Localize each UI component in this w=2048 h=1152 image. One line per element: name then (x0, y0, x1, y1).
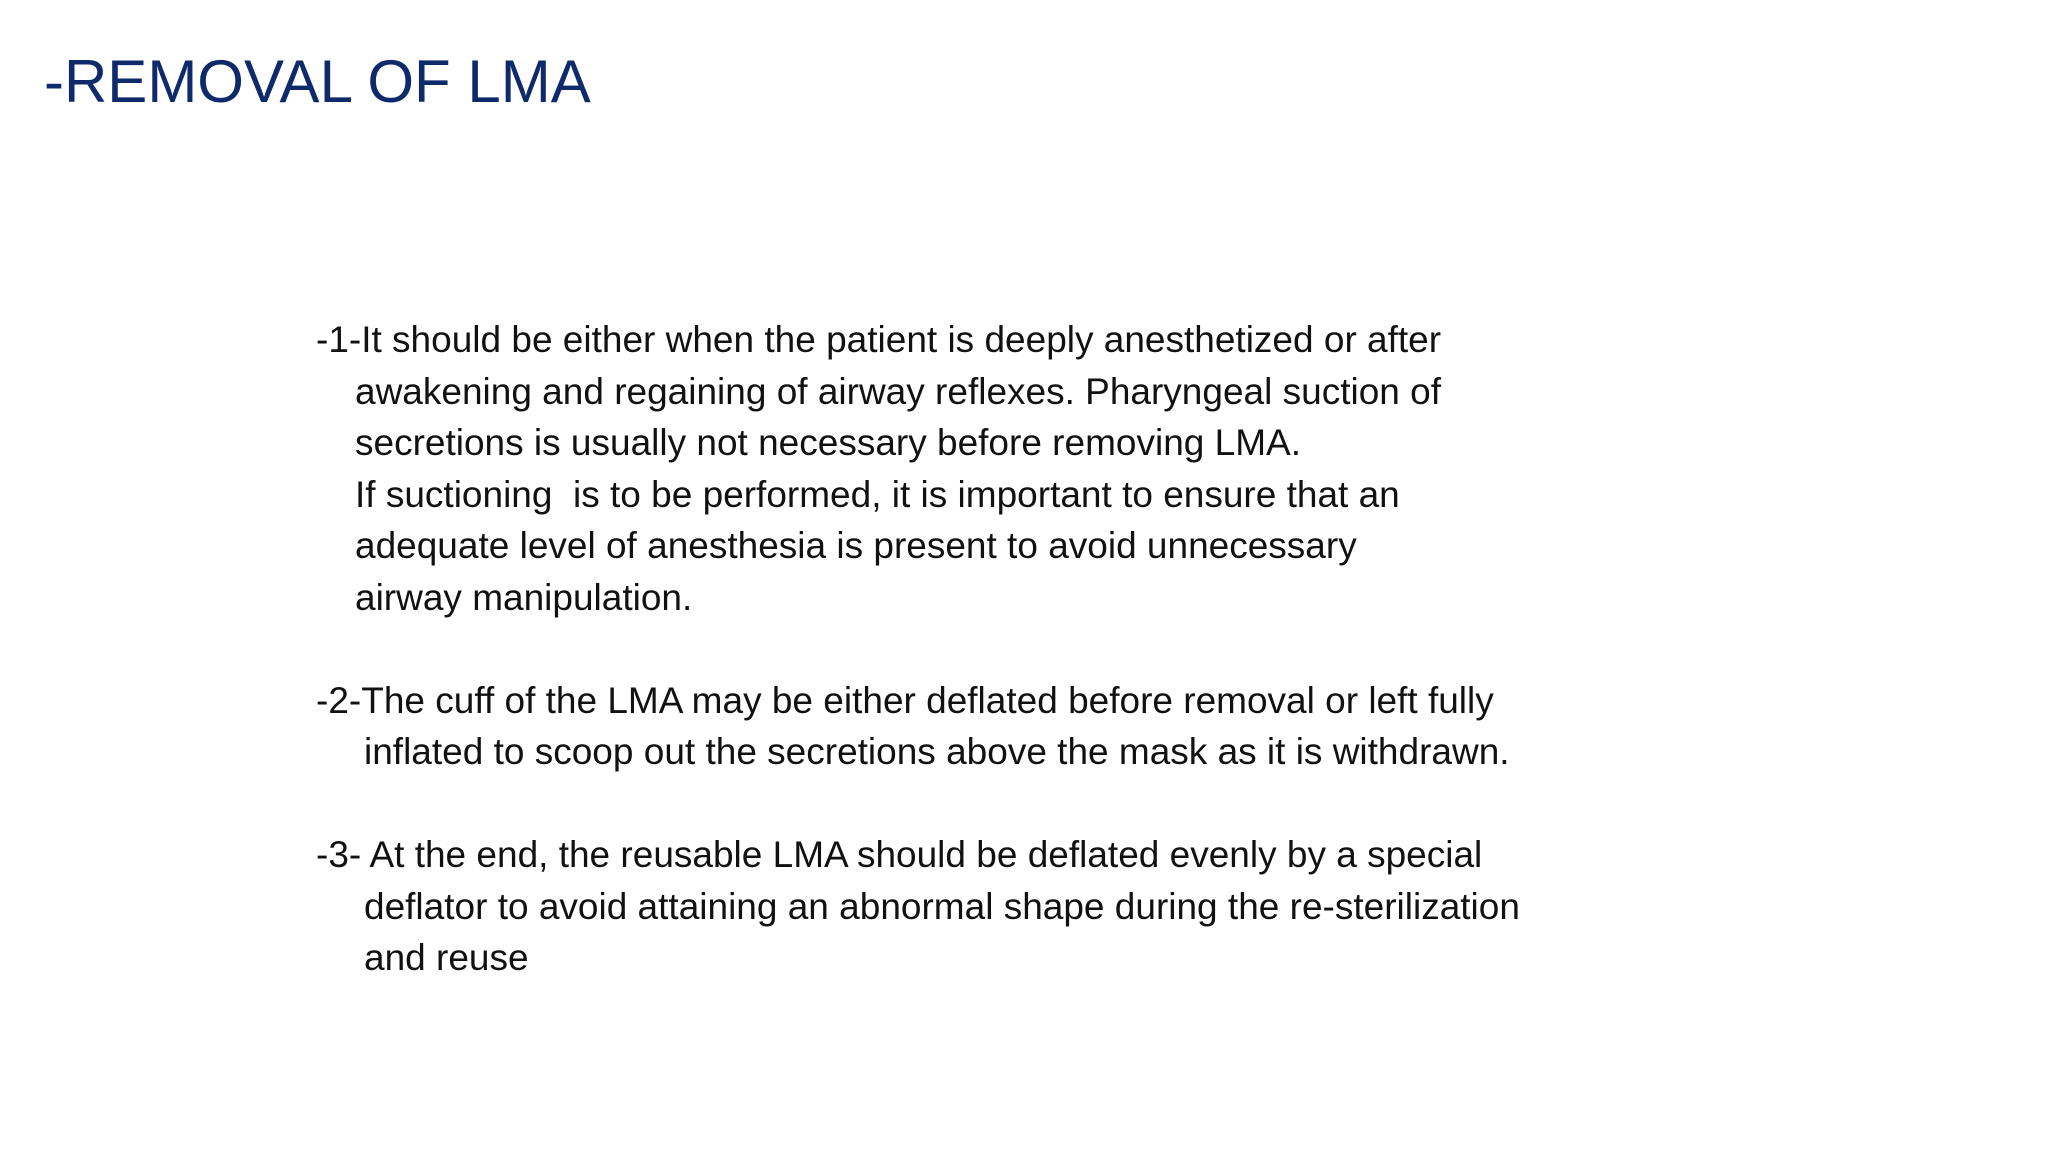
point-1 (316, 314, 1716, 623)
point-3 (316, 829, 1716, 984)
point-3-line-2: deflator to avoid attaining an abnormal shape during the re-sterilization (364, 885, 1520, 927)
point-3-line-1: -3- At the end, the reusable LMA should be deflated evenly by a special (316, 834, 1483, 875)
point-1-line-2: awakening and regaining of airway reflexes. Pharyngeal suction of (355, 370, 1441, 412)
point-1-line-5: adequate level of anesthesia is present to avoid unnecessary (355, 525, 1357, 566)
point-1-line-6: airway manipulation. (355, 576, 693, 618)
point-1-line-3: secretions is usually not necessary before removing LMA. (355, 422, 1301, 463)
point-2-line-2: inflated to scoop out the secretions above the mask as it is withdrawn. (364, 731, 1510, 772)
slide-body (316, 314, 1716, 984)
point-1-line-1: -1-It should be either when the patient is deeply anesthetized or after (316, 319, 1442, 360)
point-2 (316, 675, 1716, 778)
slide-title: -REMOVAL OF LMA (44, 48, 591, 115)
point-3-line-3: and reuse (364, 937, 529, 978)
point-2-line-1: -2-The cuff of the LMA may be either deflated before removal or left fully (316, 679, 1494, 721)
point-1-line-4: If suctioning is to be performed, it is important to ensure that an (355, 473, 1400, 515)
